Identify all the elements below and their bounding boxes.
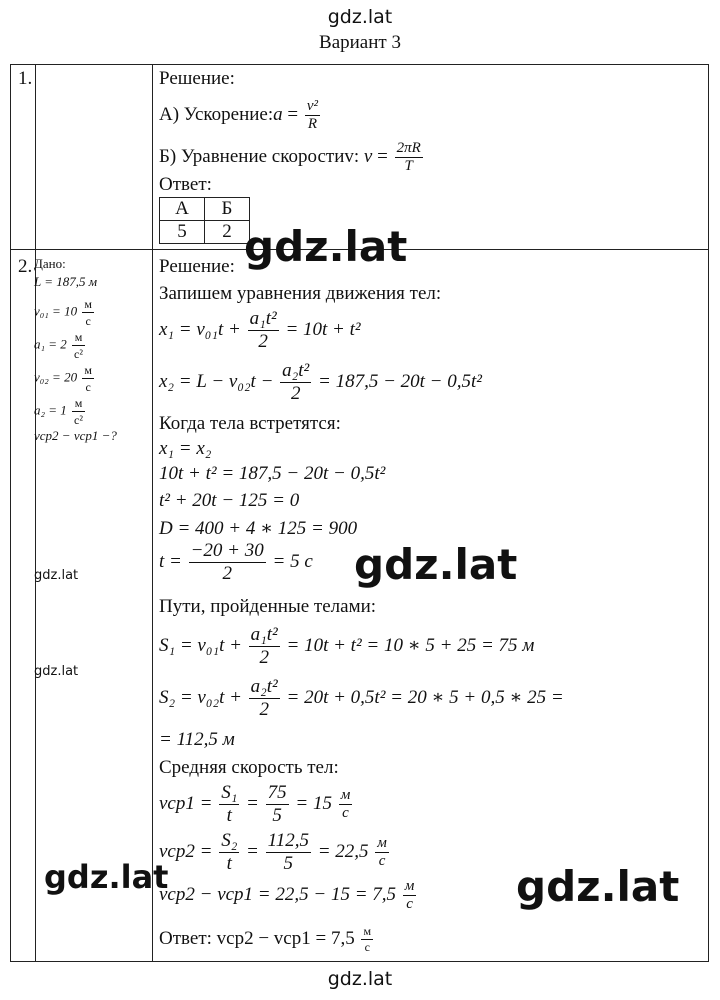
fraction-denominator: 5 (283, 853, 294, 874)
task1-line-b-fraction (395, 140, 423, 175)
fraction-denominator: с (85, 314, 91, 328)
given-title: Дано: (34, 256, 66, 271)
fraction-numerator: −20 + 30 (190, 540, 264, 561)
s2-equation (159, 676, 564, 721)
fraction-denominator: 2 (259, 647, 269, 668)
task2-given (34, 256, 117, 451)
column-divider-number (35, 65, 36, 961)
v2-fraction-symbolic (219, 830, 239, 875)
x1-equation (159, 308, 361, 353)
fraction-denominator: с² (74, 347, 83, 361)
fraction-denominator: 5 (272, 805, 282, 826)
task1-line-a-text: А) Ускорение: (159, 103, 274, 125)
fraction-denominator: 2 (290, 383, 301, 404)
answer-header-a: А (160, 198, 205, 221)
fraction-numerator: м (84, 363, 92, 377)
v2-lhs: vср2 = (159, 840, 213, 862)
task1-answer-table (159, 197, 250, 244)
v1-fraction-numeric (266, 782, 289, 827)
fraction-numerator: S₁ (221, 782, 238, 803)
watermark: gdz.lat (354, 540, 518, 589)
t-fraction (189, 540, 266, 585)
task2-number: 2. (18, 256, 33, 277)
watermark: gdz.lat (34, 664, 79, 679)
solution-table (10, 64, 709, 962)
s1-rhs: = 10t + t² = 10 ∗ 5 + 25 = 75 м (286, 634, 535, 656)
task1-answer-label: Ответ: (159, 174, 212, 195)
v2-fraction-numeric (266, 830, 311, 875)
given-a1 (34, 329, 117, 362)
answer-value-b: 2 (205, 221, 250, 244)
column-divider-given (152, 65, 153, 961)
task1-line-a: А) Ускорение:a = $\frac{\text{v²}}{R}$ (159, 98, 319, 132)
fraction-numerator: м (72, 329, 85, 346)
meet-eq3: t² + 20t − 125 = 0 (159, 490, 300, 511)
v1-equation: vср1 = $\frac{\text{S₁}}{t}$ = $\frac{75}{5}$ = 15 $\frac{м}{с}$ (159, 782, 351, 826)
fraction-numerator: м (404, 878, 415, 894)
fraction-denominator: 2 (222, 563, 232, 584)
meet-eq1: x₁ = x₂ (159, 438, 212, 459)
fraction-numerator: a₁t² (249, 308, 277, 329)
x1-fraction (248, 308, 279, 353)
given-a2-value: a₂ = 1 (34, 402, 67, 418)
watermark: gdz.lat (244, 222, 408, 271)
s2-fraction (249, 676, 280, 721)
speed-title: Средняя скорость тел: (159, 757, 339, 778)
given-v01 (34, 296, 117, 329)
fraction-numerator: 75 (267, 782, 287, 803)
fraction-numerator: a₂t² (250, 676, 278, 697)
unit-fraction (339, 787, 353, 822)
variant-title: Вариант 3 (319, 32, 401, 53)
task1-line-a-lhs: a (273, 103, 283, 125)
fraction-numerator: 112,5 (267, 830, 309, 851)
x2-equation (159, 360, 482, 405)
unit-fraction (72, 329, 85, 362)
s2-continuation: = 112,5 м (159, 729, 235, 750)
given-v02-value: v₀₂ = 20 (34, 369, 78, 385)
s2-rhs: = 20t + 0,5t² = 20 ∗ 5 + 0,5 ∗ 25 = (286, 686, 564, 708)
unit-fraction (403, 878, 417, 913)
given-v01-value: v₀₁ = 10 (34, 303, 78, 319)
fraction-denominator: 2 (259, 699, 269, 720)
t-equation (159, 540, 313, 585)
x2-rhs: = 187,5 − 20t − 0,5t² (318, 370, 482, 392)
task1-solution-label: Решение: (159, 68, 235, 89)
fraction-denominator: R (307, 116, 318, 132)
watermark: gdz.lat (44, 858, 169, 896)
v1-lhs: vср1 = (159, 792, 213, 814)
paths-title: Пути, пройденные телами: (159, 596, 377, 617)
given-L: L = 187,5 м (34, 274, 98, 289)
fraction-denominator: с (85, 380, 91, 394)
fraction-denominator: с (342, 805, 349, 821)
fraction-denominator: с (378, 853, 386, 869)
meet-eq4: D = 400 + 4 ∗ 125 = 900 (159, 518, 358, 539)
fraction-numerator: S₂ (221, 830, 238, 851)
meet-title: Когда тела встретятся: (159, 413, 341, 434)
fraction-denominator: с² (74, 413, 83, 427)
fraction-numerator: a₁t² (250, 624, 278, 645)
v1-rhs: = 15 (295, 792, 332, 814)
fraction-numerator: a₂t² (282, 360, 310, 381)
t-rhs: = 5 с (272, 550, 313, 572)
site-header: gdz.lat (327, 6, 393, 28)
fraction-numerator: м (377, 835, 387, 851)
s1-equation (159, 624, 534, 669)
v1-fraction-symbolic (219, 782, 239, 827)
answer-value-a: 5 (160, 221, 205, 244)
fraction-numerator: м (363, 924, 372, 938)
x2-fraction (280, 360, 311, 405)
answer-text: Ответ: vср2 − vср1 = 7,5 (159, 927, 355, 949)
v2-equation: vср2 = $\frac{\text{S₂}}{t}$ = $\frac{112,5}{5}$ = 22,5 $\frac{м}{с}$ (159, 830, 387, 874)
fraction-numerator: v² (306, 98, 319, 114)
task1-line-b: Б) Уравнение скоростиv: v = $\frac{2\pi R}{T}$ (159, 140, 421, 174)
fraction-denominator: с (406, 896, 413, 912)
fraction-numerator: м (84, 297, 92, 311)
fraction-denominator: t (226, 805, 232, 826)
x1-rhs: = 10t + t² (285, 318, 361, 340)
unit-fraction (82, 296, 94, 329)
site-footer: gdz.lat (327, 968, 393, 990)
eq-title: Запишем уравнения движения тел: (159, 283, 442, 304)
fraction-denominator: с (364, 940, 370, 954)
unit-fraction (72, 395, 85, 428)
s1-lhs: S₁ = v₀₁t + (159, 634, 242, 656)
given-a1-value: a₁ = 2 (34, 336, 67, 352)
t-lhs: t = (159, 550, 182, 572)
task2-solution-label: Решение: (159, 256, 235, 277)
task1-number: 1. (18, 68, 33, 89)
given-v02 (34, 362, 117, 395)
watermark: gdz.lat (34, 568, 79, 583)
task2-answer (159, 924, 375, 955)
s2-lhs: S₂ = v₀₂t + (159, 686, 242, 708)
unit-fraction (361, 924, 373, 955)
x2-lhs: x₂ = L − v₀₂t − (159, 370, 274, 392)
fraction-denominator: 2 (258, 331, 268, 352)
s1-fraction (249, 624, 280, 669)
given-find: vср2 − vср1 −? (34, 428, 117, 443)
x1-lhs: x₁ = v₀₁t + (159, 318, 241, 340)
fraction-numerator: м (72, 395, 85, 412)
diff-equation (159, 878, 418, 913)
task1-line-a-fraction (305, 98, 320, 133)
fraction-numerator: 2πR (396, 140, 421, 156)
diff-eq-text: vср2 − vср1 = 22,5 − 15 = 7,5 (159, 883, 397, 905)
task1-line-b-lhs: v (363, 145, 373, 167)
v2-rhs: = 22,5 (317, 840, 369, 862)
unit-fraction (82, 362, 94, 395)
task1-line-b-text: Б) Уравнение скоростиv: (159, 145, 360, 167)
meet-eq2: 10t + t² = 187,5 − 20t − 0,5t² (159, 463, 386, 484)
fraction-numerator: м (340, 787, 351, 803)
given-a2 (34, 395, 117, 428)
watermark: gdz.lat (516, 862, 680, 911)
fraction-denominator: T (404, 158, 413, 174)
answer-header-b: Б (205, 198, 250, 221)
fraction-denominator: t (226, 853, 232, 874)
unit-fraction (375, 835, 389, 870)
